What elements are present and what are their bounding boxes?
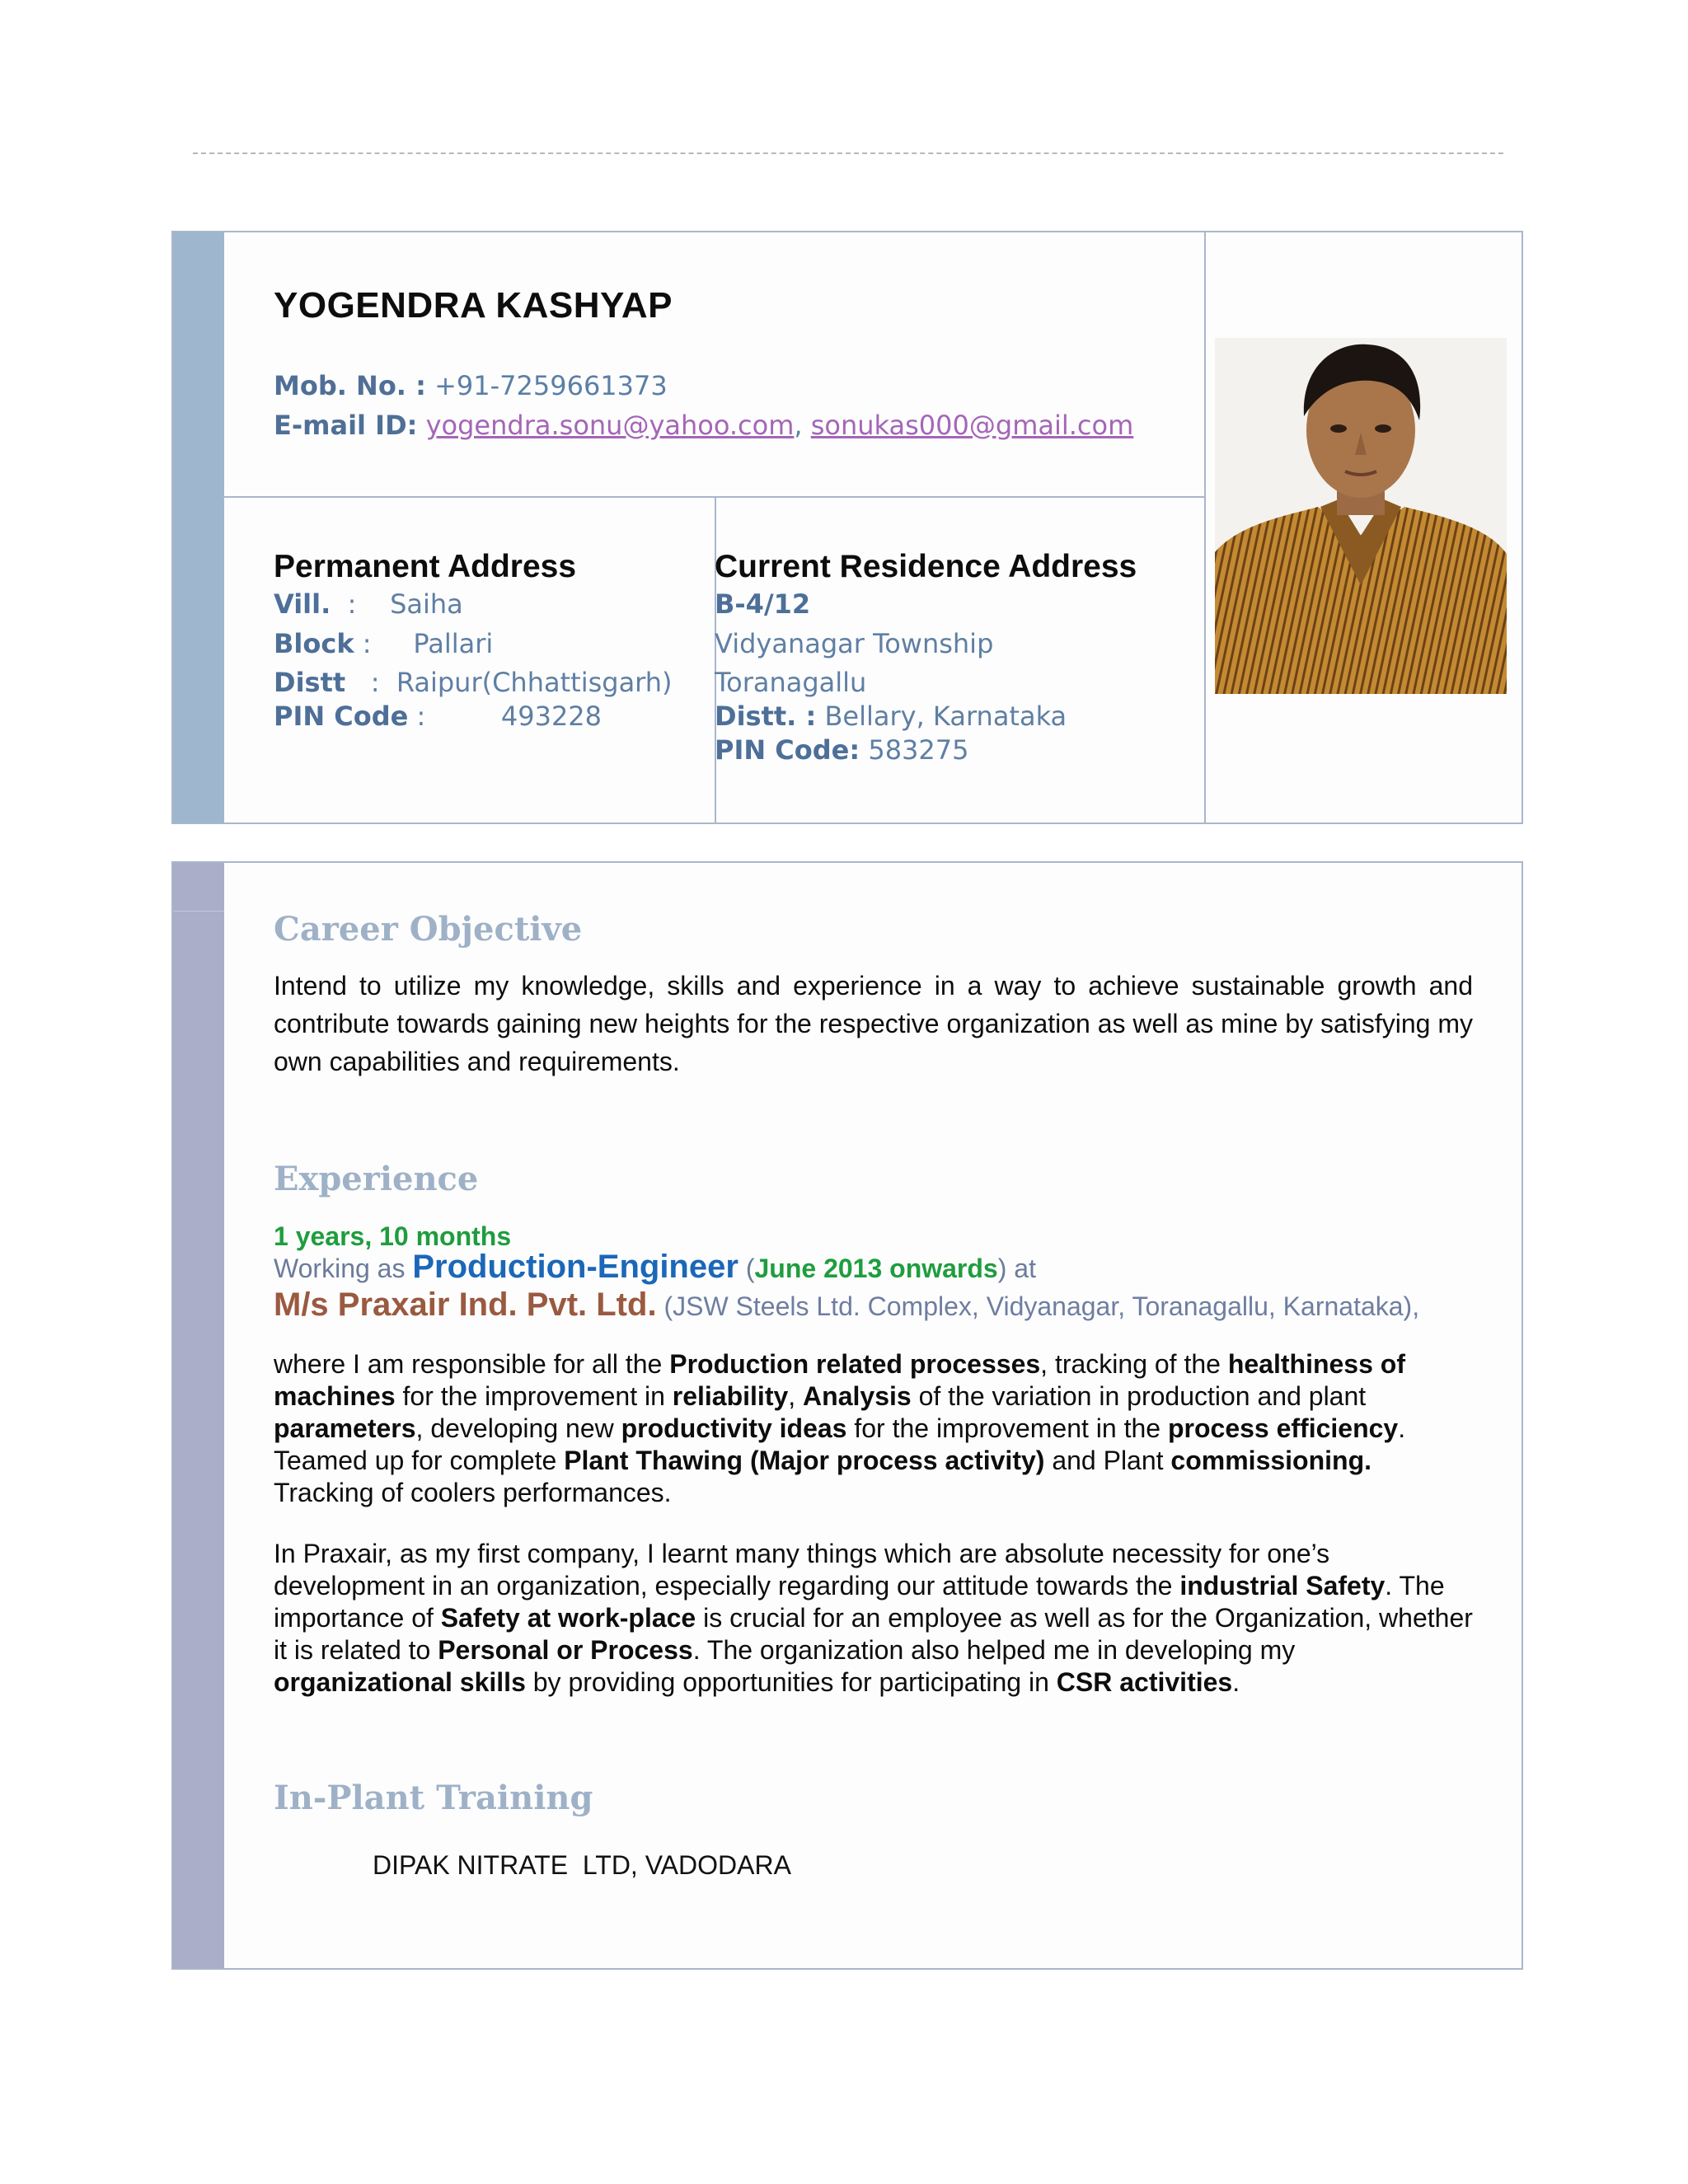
house-number: B-4/12 bbox=[715, 588, 811, 620]
vill-label: Vill. bbox=[274, 588, 331, 620]
current-line3: Toranagallu bbox=[715, 667, 867, 698]
emphasis-p2-9: CSR activities bbox=[1056, 1667, 1233, 1697]
stripe-tab-line bbox=[173, 911, 224, 912]
in-plant-training-title: In-Plant Training bbox=[274, 1779, 593, 1817]
block-value: : Pallari bbox=[354, 628, 494, 659]
top-dashed-divider bbox=[193, 152, 1503, 154]
profile-photo-illustration bbox=[1215, 338, 1507, 694]
permanent-distt bbox=[274, 667, 673, 698]
text-p1-16: and Plant bbox=[1044, 1446, 1171, 1475]
email-link-gmail[interactable]: sonukas000@gmail.com bbox=[810, 410, 1134, 441]
text-p1-6: , bbox=[788, 1381, 804, 1411]
email-label: E-mail ID: bbox=[274, 410, 418, 441]
text-p2-8: by providing opportunities for participating in bbox=[525, 1667, 1057, 1697]
permanent-address-title: Permanent Address bbox=[274, 549, 577, 584]
experience-title: Experience bbox=[274, 1160, 479, 1198]
experience-paragraph-2 bbox=[274, 1538, 1473, 1699]
text-p1-12: for the improvement in the bbox=[846, 1413, 1168, 1443]
emphasis-p1-13: process efficiency bbox=[1167, 1413, 1399, 1443]
text-p1-8: of the variation in production and plant bbox=[911, 1381, 1367, 1411]
emphasis-p1-7: Analysis bbox=[803, 1381, 912, 1411]
company-location: (JSW Steels Ltd. Complex, Vidyanagar, Toranagallu, Karnataka), bbox=[656, 1291, 1420, 1321]
address-column-divider bbox=[715, 496, 716, 824]
text-p2-4: is crucial for an employee as well as for the Organization, whether it is related to bbox=[274, 1603, 1473, 1665]
experience-paragraph-1 bbox=[274, 1348, 1473, 1509]
current-pin bbox=[715, 734, 968, 766]
experience-duration: 1 years, 10 months bbox=[274, 1221, 512, 1251]
mobile-row bbox=[274, 370, 668, 401]
current-line2: Vidyanagar Township bbox=[715, 628, 994, 659]
text-p1-10: , developing new bbox=[415, 1413, 621, 1443]
candidate-name: YOGENDRA KASHYAP bbox=[274, 285, 673, 326]
current-address-title: Current Residence Address bbox=[715, 549, 1137, 584]
body-side-stripe bbox=[173, 863, 224, 1968]
current-pin-label: PIN Code: bbox=[715, 734, 860, 766]
profile-photo bbox=[1215, 338, 1507, 694]
job-role: Production-Engineer bbox=[412, 1249, 738, 1285]
text-p1-4: for the improvement in bbox=[395, 1381, 673, 1411]
emphasis-p1-11: productivity ideas bbox=[621, 1413, 847, 1443]
experience-company-line bbox=[274, 1286, 1419, 1324]
career-objective-title: Career Objective bbox=[274, 910, 583, 949]
photo-column-divider bbox=[1204, 231, 1206, 824]
block-label: Block bbox=[274, 628, 354, 659]
email-row bbox=[274, 410, 1133, 441]
distt-label: Distt bbox=[274, 667, 346, 698]
text-p1-18: Tracking of coolers performances. bbox=[274, 1478, 672, 1507]
current-distt-label: Distt. : bbox=[715, 701, 817, 732]
emphasis-p2-1: industrial Safety bbox=[1179, 1571, 1386, 1601]
job-start-date: June 2013 onwards bbox=[754, 1254, 998, 1283]
training-item: DIPAK NITRATE LTD, VADODARA bbox=[373, 1850, 791, 1880]
emphasis-p2-5: Personal or Process bbox=[438, 1635, 693, 1665]
emphasis-p2-3: Safety at work-place bbox=[440, 1603, 696, 1633]
paren-close-at: ) at bbox=[997, 1254, 1036, 1283]
text-p2-2: . The importance of bbox=[274, 1571, 1445, 1633]
emphasis-p1-5: reliability bbox=[672, 1381, 789, 1411]
vill-value: : Saiha bbox=[331, 588, 463, 620]
emphasis-p1-3: healthiness of machines bbox=[274, 1349, 1405, 1411]
text-p2-6: . The organization also helped me in developing my bbox=[692, 1635, 1296, 1665]
current-pin-value: 583275 bbox=[860, 734, 969, 766]
permanent-pin bbox=[274, 701, 602, 732]
text-p1-2: , tracking of the bbox=[1040, 1349, 1228, 1379]
mobile-value: +91-7259661373 bbox=[425, 370, 668, 401]
emphasis-p1-15: Plant Thawing (Major process activity) bbox=[564, 1446, 1045, 1475]
emphasis-p1-17: commissioning. bbox=[1170, 1446, 1372, 1475]
distt-value: : Raipur(Chhattisgarh) bbox=[345, 667, 673, 698]
emphasis-p2-7: organizational skills bbox=[274, 1667, 526, 1697]
permanent-block bbox=[274, 628, 493, 659]
pin-value: : 493228 bbox=[408, 701, 603, 732]
text-p1-0: where I am responsible for all the bbox=[274, 1349, 670, 1379]
experience-role-line bbox=[274, 1249, 1036, 1286]
emphasis-p1-1: Production related processes bbox=[669, 1349, 1041, 1379]
text-p1-14: . Teamed up for complete bbox=[274, 1413, 1406, 1475]
header-side-stripe bbox=[173, 232, 224, 823]
email-link-yahoo[interactable]: yogendra.sonu@yahoo.com bbox=[425, 410, 795, 441]
text-p2-10: . bbox=[1232, 1667, 1240, 1697]
paren-open: ( bbox=[738, 1254, 755, 1283]
text-p2-0: In Praxair, as my first company, I learnt many things which are absolute necessity for one’s development in an organization, especially regarding our attitude towards the bbox=[274, 1539, 1330, 1601]
company-name: M/s Praxair Ind. Pvt. Ltd. bbox=[274, 1286, 657, 1323]
working-as-text: Working as bbox=[274, 1254, 413, 1283]
permanent-vill bbox=[274, 588, 463, 620]
email-separator: , bbox=[794, 410, 811, 441]
mobile-label: Mob. No. : bbox=[274, 370, 426, 401]
emphasis-p1-9: parameters bbox=[274, 1413, 416, 1443]
current-line1 bbox=[715, 588, 810, 620]
pin-label: PIN Code bbox=[274, 701, 409, 732]
career-objective-text: Intend to utilize my knowledge, skills and experience in a way to achieve sustainable growth and contribute towards gaining new heights for the respective organization as well as mine by satisfying my own capabilities and requirements. bbox=[274, 971, 1473, 1076]
current-distt-value: Bellary, Karnataka bbox=[816, 701, 1067, 732]
current-distt bbox=[715, 701, 1067, 732]
